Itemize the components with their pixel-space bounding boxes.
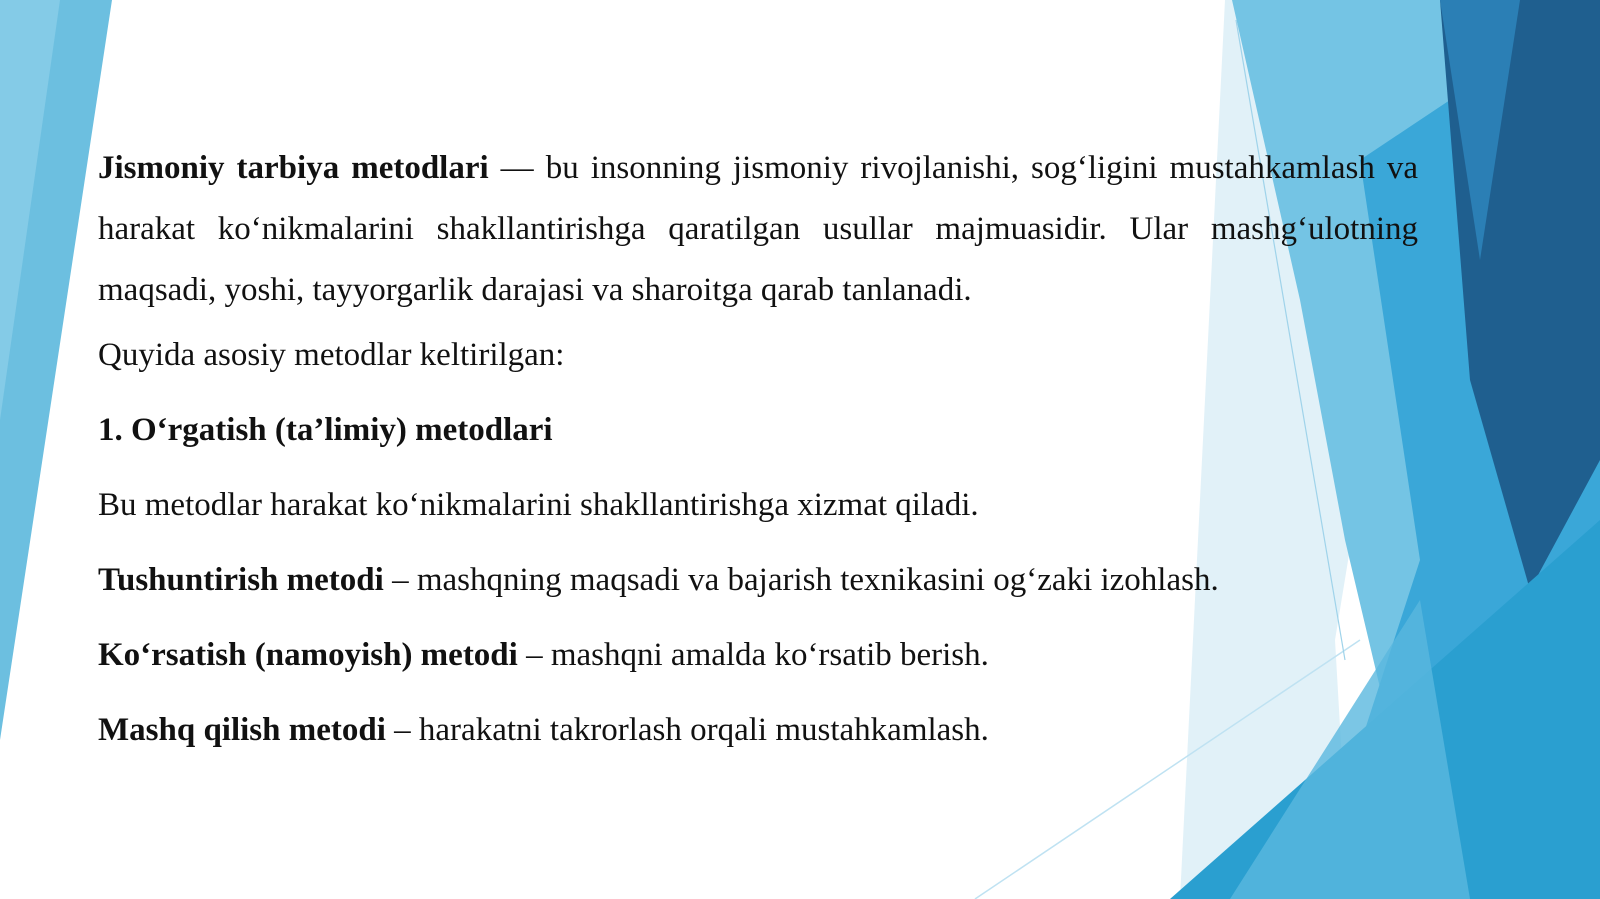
- method-item: [98, 635, 1418, 675]
- method-item: [98, 710, 1418, 750]
- method-name: Tushuntirish metodi: [98, 562, 384, 598]
- intro-paragraph: [98, 138, 1418, 321]
- slide-content: [98, 138, 1418, 785]
- method-name: Mashq qilish metodi: [98, 712, 386, 748]
- method-desc: – mashqning maqsadi va bajarish texnikasini og‘zaki izohlash.: [383, 562, 1219, 598]
- method-desc: – mashqni amalda ko‘rsatib berish.: [517, 637, 989, 673]
- intro-text: — bu insonning jismoniy rivojlanishi, sog‘ligini mustahkamlash va harakat ko‘nikmalarini shakllantirishga qaratilgan usullar majmuasidir. Ular mashg‘ulotning maqsadi, yoshi, tayyorgarlik darajasi va sharoitga qarab tanlanadi.: [98, 150, 1418, 308]
- section-intro: Bu metodlar harakat ko‘nikmalarini shakllantirishga xizmat qiladi.: [98, 487, 979, 523]
- method-desc: – harakatni takrorlash orqali mustahkamlash.: [385, 712, 989, 748]
- section-heading: [98, 410, 1418, 450]
- method-item: [98, 560, 1418, 600]
- intro-term: Jismoniy tarbiya metodlari: [98, 150, 489, 186]
- lead-line: Quyida asosiy metodlar keltirilgan:: [98, 337, 565, 373]
- method-name: Ko‘rsatish (namoyish) metodi: [98, 637, 518, 673]
- section-heading-text: 1. O‘rgatish (ta’limiy) metodlari: [98, 412, 553, 448]
